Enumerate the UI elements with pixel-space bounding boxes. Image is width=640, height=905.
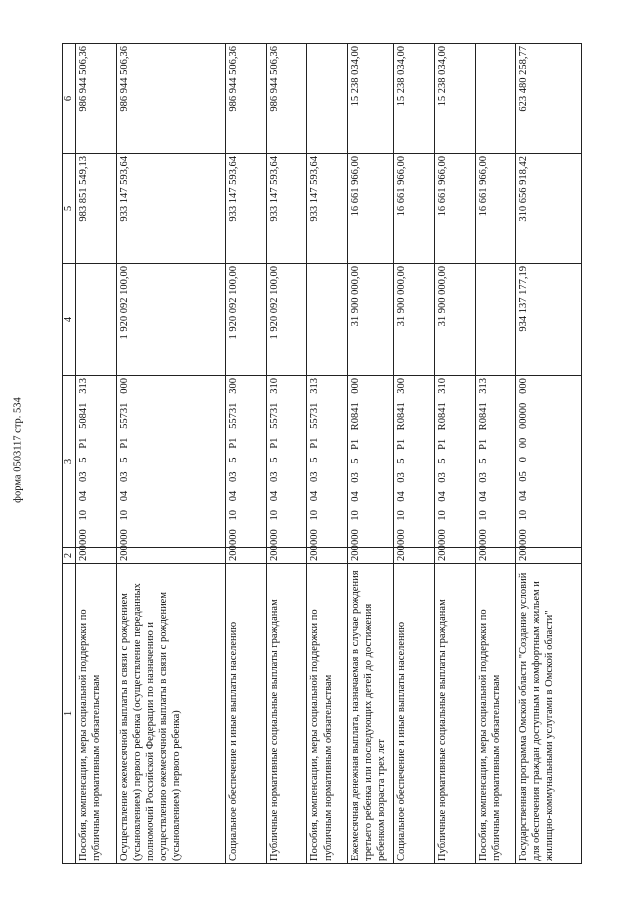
approved-amount: 1 920 092 100,00: [226, 264, 267, 376]
kbk-part: P1: [309, 437, 321, 449]
kbk-part: R0841: [437, 402, 449, 431]
kbk-part: P1: [228, 437, 240, 449]
kbk-part: 04: [78, 490, 89, 502]
kbk-part: R0841: [396, 402, 408, 431]
kbk-part: 10: [477, 510, 489, 521]
kbk-part: 313: [309, 378, 321, 394]
kbk-part: 03: [78, 471, 89, 482]
approved-amount: 31 900 000,00: [435, 264, 476, 376]
line-code: 200: [226, 548, 267, 564]
kbk-part: 03: [309, 471, 321, 482]
column-number: 4: [63, 264, 76, 376]
kbk-part: 5: [228, 457, 240, 463]
kbk-part: 10: [518, 509, 530, 521]
budget-classification-code: [307, 376, 348, 548]
kbk-part: 05: [518, 471, 530, 482]
kbk-part: 5: [349, 458, 361, 464]
kbk-part: 10: [309, 509, 321, 521]
unexecuted-amount: 986 944 506,36: [76, 44, 117, 154]
approved-amount: 1 920 092 100,00: [116, 264, 226, 376]
line-code: 200: [394, 548, 435, 564]
kbk-part: 04: [396, 491, 408, 502]
kbk-part: P1: [118, 437, 130, 449]
unexecuted-amount: 623 480 258,77: [516, 44, 582, 154]
kbk-part: 10: [349, 510, 361, 521]
budget-classification-code: [435, 376, 476, 548]
kbk-part: 03: [477, 472, 489, 483]
executed-amount: 16 661 966,00: [394, 154, 435, 264]
approved-amount: 1 920 092 100,00: [266, 264, 307, 376]
unexecuted-amount: 986 944 506,36: [266, 44, 307, 154]
kbk-part: 000: [118, 378, 130, 394]
kbk-part: 55731: [118, 402, 130, 429]
kbk-part: 000: [118, 529, 130, 545]
kbk-part: 000: [268, 529, 280, 545]
budget-classification-code: [516, 376, 582, 548]
kbk-part: 000: [477, 529, 489, 545]
kbk-part: 000: [518, 378, 530, 394]
kbk-part: 10: [78, 509, 89, 521]
row-name: Публичные нормативные социальные выплаты гражданам: [435, 564, 476, 864]
executed-amount: 933 147 593,64: [266, 154, 307, 264]
line-code: 200: [347, 548, 393, 564]
kbk-part: 03: [396, 472, 408, 483]
table-row: [266, 44, 307, 864]
column-number-row: [63, 44, 76, 864]
kbk-part: 5: [78, 457, 89, 463]
table-row: [116, 44, 226, 864]
line-code: 200: [516, 548, 582, 564]
line-code: 200: [475, 548, 516, 564]
kbk-part: 10: [268, 509, 280, 521]
budget-classification-code: [116, 376, 226, 548]
kbk-part: 300: [396, 378, 408, 394]
kbk-part: 5: [396, 458, 408, 464]
executed-amount: 310 656 918,42: [516, 154, 582, 264]
kbk-part: R0841: [349, 402, 361, 431]
rotated-table-container: [62, 44, 582, 864]
table-row: [435, 44, 476, 864]
unexecuted-amount: 986 944 506,36: [226, 44, 267, 154]
kbk-part: 000: [228, 529, 240, 545]
kbk-part: 03: [349, 472, 361, 483]
kbk-part: 5: [309, 457, 321, 463]
column-number: 1: [63, 564, 76, 864]
executed-amount: 933 147 593,64: [307, 154, 348, 264]
budget-classification-code: [76, 376, 117, 548]
kbk-part: 310: [268, 378, 280, 394]
kbk-part: 310: [437, 378, 449, 394]
row-name: Публичные нормативные социальные выплаты гражданам: [266, 564, 307, 864]
kbk-part: P1: [477, 438, 489, 450]
line-code: 200: [307, 548, 348, 564]
approved-amount: 31 900 000,00: [347, 264, 393, 376]
kbk-part: 5: [477, 458, 489, 464]
kbk-part: 04: [268, 490, 280, 502]
executed-amount: 933 147 593,64: [226, 154, 267, 264]
executed-amount: 16 661 966,00: [435, 154, 476, 264]
budget-classification-code: [475, 376, 516, 548]
kbk-part: 10: [437, 510, 449, 521]
row-name: Социальное обеспечение и иные выплаты населению: [226, 564, 267, 864]
table-row: [347, 44, 393, 864]
table-row: [226, 44, 267, 864]
unexecuted-amount: [307, 44, 348, 154]
table-row: [475, 44, 516, 864]
unexecuted-amount: [475, 44, 516, 154]
kbk-part: P1: [437, 438, 449, 450]
approved-amount: [76, 264, 117, 376]
budget-classification-code: [394, 376, 435, 548]
executed-amount: 16 661 966,00: [347, 154, 393, 264]
kbk-part: 10: [228, 509, 240, 521]
budget-execution-table: [62, 43, 582, 864]
kbk-part: 300: [228, 378, 240, 394]
row-name: Пособия, компенсации, меры социальной поддержки по публичным нормативным обязательствам: [307, 564, 348, 864]
table-row: [76, 44, 117, 864]
kbk-part: 04: [349, 491, 361, 502]
column-number: 3: [63, 376, 76, 548]
kbk-part: 000: [78, 529, 89, 545]
form-label: форма 0503117 стр. 534: [12, 397, 24, 503]
unexecuted-amount: 15 238 034,00: [347, 44, 393, 154]
kbk-part: 313: [78, 378, 89, 394]
approved-amount: 934 137 177,19: [516, 264, 582, 376]
kbk-part: R0841: [477, 402, 489, 431]
kbk-part: 04: [437, 491, 449, 502]
budget-classification-code: [266, 376, 307, 548]
kbk-part: 03: [437, 472, 449, 483]
kbk-part: 04: [228, 490, 240, 502]
kbk-part: 10: [118, 509, 130, 521]
kbk-part: P1: [396, 438, 408, 450]
kbk-part: P1: [349, 438, 361, 450]
approved-amount: [475, 264, 516, 376]
kbk-part: 04: [518, 490, 530, 502]
row-name: Осуществление ежемесячной выплаты в связи с рождением (усыновлением) первого ребенка (осуществление переданных полномочий Российской Федерации по назначению и осуществлению ежемесячной выплаты в связи с рождением (усыновлением) первого ребенка): [116, 564, 226, 864]
kbk-part: 03: [228, 471, 240, 482]
kbk-part: 04: [477, 491, 489, 502]
kbk-part: 000: [349, 378, 361, 394]
executed-amount: 16 661 966,00: [475, 154, 516, 264]
kbk-part: 000: [396, 529, 408, 545]
table-row: [516, 44, 582, 864]
kbk-part: 000: [349, 529, 361, 545]
table-row: [307, 44, 348, 864]
kbk-part: 03: [118, 471, 130, 482]
executed-amount: 983 851 549,13: [76, 154, 117, 264]
unexecuted-amount: 986 944 506,36: [116, 44, 226, 154]
kbk-part: 00000: [518, 402, 530, 429]
kbk-part: 000: [518, 529, 530, 545]
column-number: 6: [63, 44, 76, 154]
budget-classification-code: [226, 376, 267, 548]
report-page: [62, 44, 582, 864]
line-code: 200: [266, 548, 307, 564]
kbk-part: 00: [518, 437, 530, 449]
column-number: 5: [63, 154, 76, 264]
budget-classification-code: [347, 376, 393, 548]
approved-amount: 31 900 000,00: [394, 264, 435, 376]
kbk-part: 5: [437, 458, 449, 464]
kbk-part: 04: [118, 490, 130, 502]
kbk-part: 5: [118, 457, 130, 463]
kbk-part: P1: [268, 437, 280, 449]
row-name: Социальное обеспечение и иные выплаты населению: [394, 564, 435, 864]
kbk-part: P1: [78, 437, 89, 449]
kbk-part: 000: [309, 529, 321, 545]
unexecuted-amount: 15 238 034,00: [435, 44, 476, 154]
line-code: 200: [435, 548, 476, 564]
kbk-part: 5: [268, 457, 280, 463]
kbk-part: 313: [477, 378, 489, 394]
row-name: Пособия, компенсации, меры социальной поддержки по публичным нормативным обязательствам: [76, 564, 117, 864]
kbk-part: 50841: [78, 402, 89, 429]
row-name: Государственная программа Омской области "Создание условий для обеспечения граждан доступным и комфортным жильем и жилищно-коммунальными услугами в Омской области": [516, 564, 582, 864]
kbk-part: 55731: [268, 402, 280, 429]
column-number: 2: [63, 548, 76, 564]
row-name: Пособия, компенсации, меры социальной поддержки по публичным нормативным обязательствам: [475, 564, 516, 864]
kbk-part: 0: [518, 457, 530, 463]
line-code: 200: [76, 548, 117, 564]
kbk-part: 55731: [228, 402, 240, 429]
line-code: 200: [116, 548, 226, 564]
kbk-part: 10: [396, 510, 408, 521]
kbk-part: 55731: [309, 402, 321, 429]
unexecuted-amount: 15 238 034,00: [394, 44, 435, 154]
executed-amount: 933 147 593,64: [116, 154, 226, 264]
approved-amount: [307, 264, 348, 376]
row-name: Ежемесячная денежная выплата, назначаемая в случае рождения третьего ребенка или последующих детей до достижения ребенком возраста трех лет: [347, 564, 393, 864]
kbk-part: 03: [268, 471, 280, 482]
kbk-part: 04: [309, 490, 321, 502]
table-row: [394, 44, 435, 864]
kbk-part: 000: [437, 529, 449, 545]
